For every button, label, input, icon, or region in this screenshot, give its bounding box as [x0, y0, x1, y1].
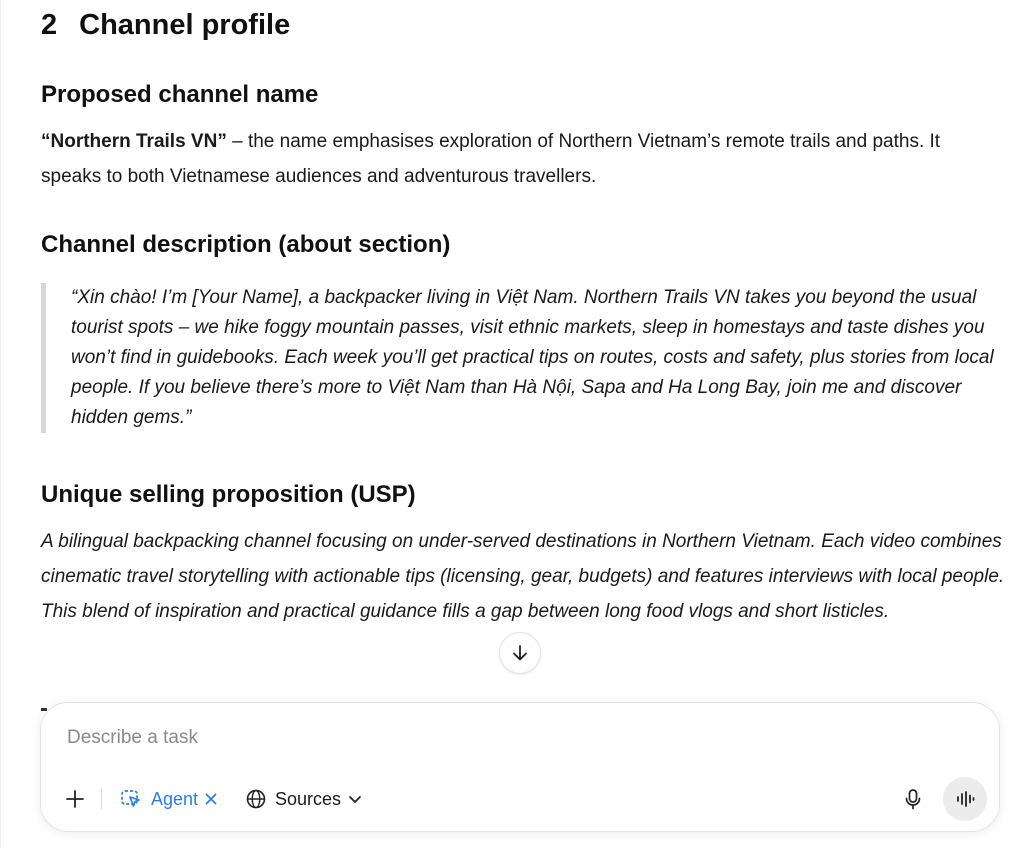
channel-description-quote-text: “Xin chào! I’m [Your Name], a backpacker living in Việt Nam. Northern Trails VN takes you beyond the usual tourist spots – we hike foggy mountain passes, visit ethnic markets, sleep in homestays and taste dishes you won’t find in guidebooks. Each week you’ll get practical tips on routes, costs and safety, plus stories from local people. If you believe there’s more to Việt Nam than Hà Nội, Sapa and Ha Long Bay, join me and discover hidden gems.”	[71, 287, 994, 428]
voice-waveform-icon	[954, 788, 976, 810]
microphone-icon	[901, 787, 925, 811]
toolbar-divider	[101, 789, 102, 809]
globe-icon	[245, 788, 267, 810]
channel-name-paragraph	[41, 124, 1001, 194]
channel-name-bold: “Northern Trails VN”	[41, 131, 227, 152]
arrow-down-icon	[510, 643, 530, 663]
agent-mode-chip[interactable]	[119, 785, 218, 813]
section-title-text: Channel profile	[79, 9, 291, 41]
usp-paragraph: A bilingual backpacking channel focusing on under-served destinations in Northern Vietnam. Each video combines cinematic travel storytelling with actionable tips (licensing, gear, budgets) and features interviews with local people. This blend of inspiration and practical guidance fills a gap between long food vlogs and short listicles.	[41, 531, 1005, 622]
microphone-button[interactable]	[901, 787, 925, 811]
add-button[interactable]	[63, 787, 87, 811]
close-icon[interactable]	[204, 792, 218, 806]
left-divider	[0, 0, 1, 848]
sources-dropdown[interactable]	[245, 785, 363, 813]
scroll-to-bottom-button[interactable]	[499, 632, 541, 674]
composer-toolbar	[41, 777, 999, 821]
channel-name-text: – the name emphasises exploration of Northern Vietnam’s remote trails and paths. It speaks to both Vietnamese audiences and adventurous travellers.	[41, 131, 941, 187]
section-number: 2	[41, 9, 58, 41]
sources-label: Sources	[275, 788, 342, 809]
task-composer[interactable]	[40, 702, 1000, 832]
channel-name-heading: Proposed channel name	[41, 81, 319, 108]
plus-icon	[63, 787, 87, 811]
task-input-placeholder[interactable]: Describe a task	[67, 727, 198, 748]
agent-label: Agent	[151, 788, 199, 809]
channel-description-quote	[41, 283, 1001, 433]
chevron-down-icon	[347, 791, 363, 807]
agent-cursor-icon	[119, 787, 143, 811]
voice-mode-button[interactable]	[943, 777, 987, 821]
document-content	[41, 0, 1006, 622]
usp-heading: Unique selling proposition (USP)	[41, 481, 416, 508]
channel-description-heading: Channel description (about section)	[41, 231, 451, 258]
section-title	[41, 8, 1006, 42]
